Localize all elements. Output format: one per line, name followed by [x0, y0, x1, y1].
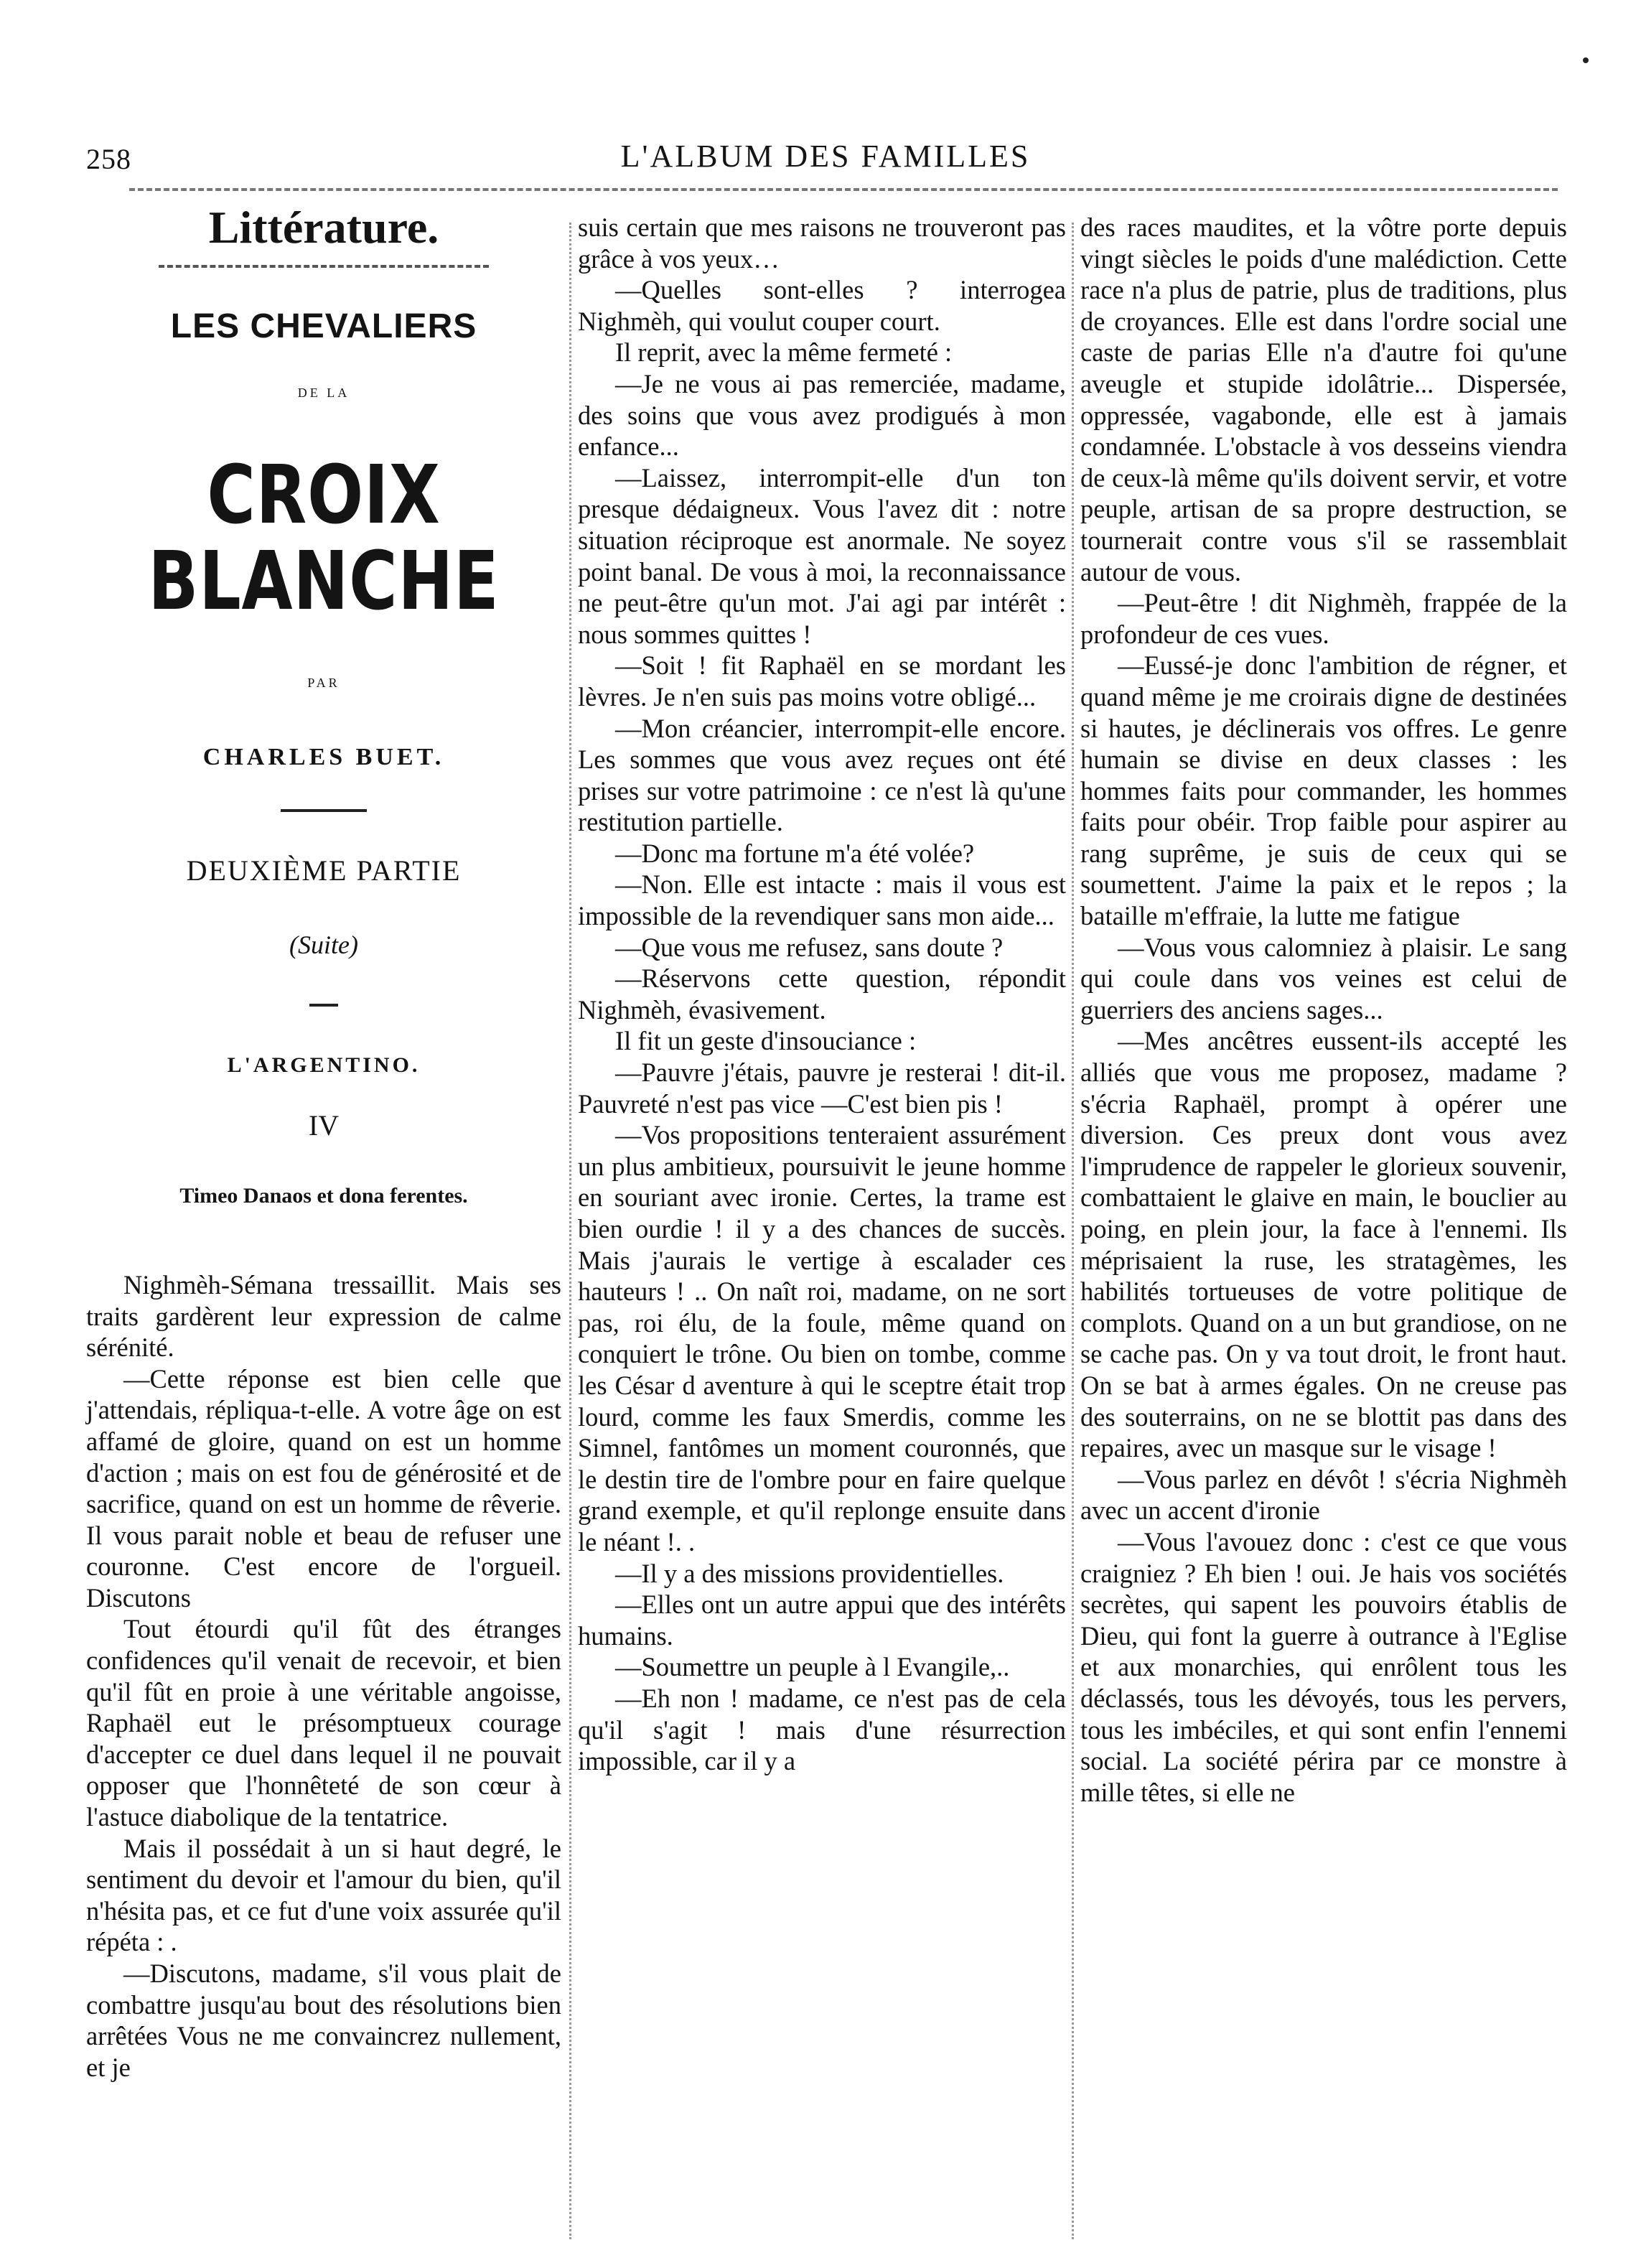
- title-connector: DE LA: [297, 386, 350, 401]
- paragraph: —Elles ont un autre appui que des intérêts humains.: [578, 1590, 1066, 1651]
- header-rule: [129, 188, 1558, 191]
- paragraph: —Donc ma fortune m'a été volée?: [615, 838, 975, 868]
- paragraph: —Eussé-je donc l'ambition de régner, et quand même je me croirais digne de destinées si hautes, je déclinerais vos offres. Le genre humain se divise en deux classes : les hommes faits pour commander, les hommes faits pour obéir. Trop faible pour aspirer au rang suprême, je suis de ceux qui se soumettent. J'aime la paix et le repos ; la bataille m'effraie, la lutte me fatigue: [1080, 650, 1567, 931]
- page-number: 258: [86, 143, 131, 175]
- paragraph: Il fit un geste d'insouciance :: [615, 1026, 917, 1056]
- running-title: L'ALBUM DES FAMILLES: [620, 139, 1031, 174]
- paragraph: —Vous vous calomniez à plaisir. Le sang qui coule dans vos veines est celui de guerriers des anciens sages...: [1080, 932, 1567, 1025]
- column-2: [578, 212, 1066, 2239]
- main-title: CROIX BLANCHE: [148, 448, 500, 628]
- paragraph: —Non. Elle est intacte : mais il vous est impossible de la revendiquer sans mon aide...: [578, 869, 1066, 931]
- paragraph: —Mes ancêtres eussent-ils accepté les alliés que vous me proposez, madame ? s'écria Raphaël, prompt à opérer une diversion. Ces preux dont vous avez l'imprudence de rappeler le glorieux souvenir, combattaient le glaive en main, le bouclier au poing, en plein jour, la face à l'ennemi. Ils méprisaient la ruse, les stratagèmes, les habilités tortueuses de votre politique de complots. Quand on a un but grandiose, on ne se cache pas. On y va tout droit, le front haut. On se bat à armes égales. On ne creuse pas des souterrains, on ne se blottit pas dans des repaires, avec un masque sur le visage !: [1080, 1026, 1567, 1463]
- by-word: PAR: [307, 675, 340, 690]
- suite-note: (Suite): [289, 930, 358, 959]
- paragraph: —Vous parlez en dévôt ! s'écria Nighmèh avec un accent d'ironie: [1080, 1464, 1567, 1526]
- series-title: LES CHEVALIERS: [170, 307, 477, 345]
- paragraph: Il reprit, avec la même fermeté :: [615, 337, 953, 368]
- paragraph: —Laissez, interrompit-elle d'un ton presque dédaigneux. Vous l'avez dit : notre situation réciproque est anormale. Ne soyez point banal. De vous à moi, la reconnaissance ne peut-être qu'un mot. J'ai agi par intérêt : nous sommes quittes !: [578, 462, 1066, 649]
- chapter-title: L'ARGENTINO.: [227, 1053, 421, 1078]
- ink-speck: [1583, 57, 1589, 63]
- paragraph: —Vous l'avouez donc : c'est ce que vous craigniez ? Eh bien ! oui. Je hais vos sociétés secrètes, qui sapent les pouvoirs établis de Dieu, qui font la guerre à outrance à l'Eglise et aux monarchies, qui enrôlent tous les déclassés, tous les dévoyés, tous les pervers, tous les imbéciles, et qui sont enfin l'ennemi social. La société périra par ce monstre à mille têtes, si elle ne: [1080, 1526, 1567, 1807]
- paragraph: —Peut-être ! dit Nighmèh, frappée de la profondeur de ces vues.: [1080, 588, 1567, 649]
- paragraph: —Pauvre j'étais, pauvre je resterai ! dit-il. Pauvreté n'est pas vice —C'est bien pis !: [578, 1058, 1066, 1119]
- column-separator: [1072, 223, 1074, 2239]
- paragraph: —Réservons cette question, répondit Nighmèh, évasivement.: [578, 963, 1066, 1025]
- paragraph: Nighmèh-Sémana tressaillit. Mais ses traits gardèrent leur expression de calme sérénité.: [86, 1269, 561, 1363]
- paragraph: —Quelles sont-elles ? interrogea Nighmèh, qui voulut couper court.: [578, 275, 1066, 336]
- column-separator: [569, 223, 571, 2239]
- column-3: [1080, 212, 1567, 2239]
- paragraph: —Soit ! fit Raphaël en se mordant les lèvres. Je n'en suis pas moins votre obligé...: [578, 650, 1066, 711]
- paragraph: —Eh non ! madame, ce n'est pas de cela qu'il s'agit ! mais d'une résurrection impossible, car il y a: [578, 1683, 1066, 1776]
- epigraph: Timeo Danaos et dona ferentes.: [179, 1184, 468, 1208]
- paragraph: —Que vous me refusez, sans doute ?: [615, 932, 1004, 962]
- paragraph: suis certain que mes raisons ne trouveront pas grâce à vos yeux…: [578, 213, 1066, 274]
- paragraph: des races maudites, et la vôtre porte depuis vingt siècles le poids d'une malédiction. Cette race n'a plus de patrie, plus de traditions, plus de croyances. Elle est dans l'ordre social une caste de parias Elle n'a d'autre foi qu'une aveugle et stupide idolâtrie... Dispersée, oppressée, vagabonde, elle est à jamais condamnée. L'obstacle à vos desseins viendra de ceux-là même qu'ils doivent servir, et votre peuple, artisan de sa propre destruction, se tournerait contre vous s'il se rassemblait autour de vous.: [1080, 213, 1567, 587]
- paragraph: —Cette réponse est bien celle que j'attendais, répliqua-t-elle. A votre âge on est affamé de gloire, quand on est un homme d'action ; mais on est fou de générosité et de sacrifice, quand on est un homme de rêverie. Il vous parait noble et beau de refuser une couronne. C'est encore de l'orgueil. Discutons: [86, 1363, 561, 1613]
- paragraph: —Soumettre un peuple à l Evangile,..: [615, 1652, 1010, 1682]
- paragraph: Mais il possédait à un si haut degré, le sentiment du devoir et l'amour du bien, qu'il n'hésita pas, et ce fut d'une voix assurée qu'il répéta : .: [86, 1833, 561, 1957]
- paragraph: Tout étourdi qu'il fût des étranges confidences qu'il venait de recevoir, et bien qu'il fût en proie à une véritable angoisse, Raphaël eut le présomptueux courage d'accepter ce duel dans lequel il ne pouvait opposer que l'honnêteté de son cœur à l'astuce diabolique de la tentatrice.: [86, 1614, 561, 1832]
- paragraph: —Il y a des missions providentielles.: [615, 1558, 1004, 1588]
- paragraph: —Discutons, madame, s'il vous plait de combattre jusqu'au bout des résolutions bien arrêtées Vous ne me convaincrez nullement, et je: [86, 1959, 561, 2082]
- title-rule: [281, 809, 367, 812]
- paragraph: —Je ne vous ai pas remerciée, madame, des soins que vous avez prodigués à mon enfance...: [578, 368, 1066, 462]
- section-rubric: Littérature.: [208, 202, 439, 253]
- ornament-rule: [159, 265, 489, 268]
- author-name: CHARLES BUET.: [202, 744, 445, 771]
- column-1: [86, 202, 561, 2239]
- page-header: [86, 138, 1565, 188]
- dash-rule: [309, 1004, 338, 1007]
- paragraph: —Mon créancier, interrompit-elle encore. Les sommes que vous avez reçues ont été prises sur votre patrimoine : ce n'est là qu'une restitution partielle.: [578, 713, 1066, 837]
- part-heading: DEUXIÈME PARTIE: [186, 854, 462, 887]
- paragraph: —Vos propositions tenteraient assurément un plus ambitieux, poursuivit le jeune homme en souriant avec ironie. Certes, la trame est bien ourdie ! il y a des chances de succès. Mais j'aurais le vertige à escalader ces hauteurs ! .. On naît roi, madame, on ne sort pas, roi élu, de la foule, même quand on conquiert le trône. Ou bien on tombe, comme les César d aventure à qui le sceptre était trop lourd, comme les faux Smerdis, comme les Simnel, fantômes un moment couronnés, que le destin tire de l'ombre pour en faire quelque grand exemple, et qu'il replonge ensuite dans le néant !. .: [578, 1120, 1066, 1557]
- chapter-number: IV: [308, 1109, 340, 1142]
